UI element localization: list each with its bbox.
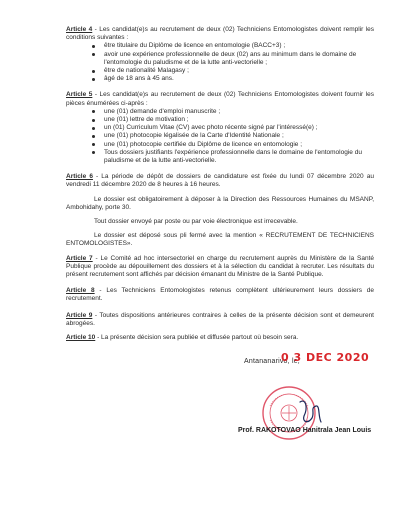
article-9 bbox=[66, 312, 374, 328]
article-7 bbox=[66, 255, 374, 280]
article-5 bbox=[66, 91, 374, 107]
list-item: âgé de 18 ans à 45 ans. bbox=[92, 75, 374, 83]
date-stamp: 0 3 DEC 2020 bbox=[281, 351, 370, 364]
signatory-name: Prof. RAKOTOVAO Hanitrala Jean Louis bbox=[238, 427, 372, 434]
article-4 bbox=[66, 26, 374, 42]
article-5-label: Article 5 bbox=[66, 91, 93, 99]
article-6-paragraph: Tout dossier envoyé par poste ou par voie électronique est irrecevable. bbox=[94, 218, 298, 226]
article-4-label: Article 4 bbox=[66, 26, 93, 33]
list-item: Tous dossiers justifiants l'expérience professionnelle dans le domaine de l'entomologie du paludisme et de la lutte anti-vectorielle. bbox=[92, 149, 374, 165]
list-item: une (01) photocopie certifiée du Diplôme de licence en entomologie ; bbox=[92, 141, 374, 149]
article-6 bbox=[66, 173, 374, 189]
list-item: une (01) demande d'emploi manuscrite ; bbox=[92, 108, 374, 116]
article-10-label: Article 10 bbox=[66, 334, 96, 342]
article-6-paragraph: Le dossier est obligatoirement à déposer à la Direction des Ressources Humaines du MSANP, Ambohidahy, porte 30. bbox=[66, 195, 374, 211]
article-7-intro: - Le Comité ad hoc intersectoriel en charge du recrutement auprès du Ministère de la Santé Publique procède au dépouillement des dossiers et à la sélection du candidat à recruter. Les résultats du présent recrutement sont affichés par décision émanant du Ministre de la Santé Publique. bbox=[66, 254, 375, 279]
place-line: Antananarivo, le, bbox=[244, 358, 300, 365]
list-item: une (01) photocopie légalisée de la Carte d'Identité Nationale ; bbox=[92, 132, 374, 140]
article-10-intro: - La présente décision sera publiée et diffusée partout où besoin sera. bbox=[95, 334, 299, 342]
article-8 bbox=[66, 287, 374, 303]
article-5-documents bbox=[66, 108, 374, 165]
list-item: une (01) lettre de motivation ; bbox=[92, 116, 374, 124]
article-4-conditions bbox=[66, 42, 374, 83]
list-item: avoir une expérience professionnelle de deux (02) ans au minimum dans le domaine de l'entomologie du paludisme et de la lutte anti-vectorielle ; bbox=[92, 51, 374, 67]
article-7-label: Article 7 bbox=[66, 254, 93, 262]
article-8-intro: - Les Techniciens Entomologistes retenus complètent ultérieurement leurs dossiers de recrutement. bbox=[66, 287, 374, 303]
list-item: un (01) Curriculum Vitae (CV) avec photo récente signé par l'intéressé(e) ; bbox=[92, 124, 374, 132]
article-9-label: Article 9 bbox=[66, 311, 93, 319]
article-4-intro: - Les candidat(e)s au recrutement de deux (02) Techniciens Entomologistes doivent remplir les conditions suivantes : bbox=[66, 26, 374, 42]
article-6-paragraph: Le dossier est déposé sous pli fermé avec la mention « RECRUTEMENT DE TECHNICIENS ENTOMOLOGISTES». bbox=[66, 232, 374, 248]
article-10 bbox=[66, 334, 374, 342]
list-item: être de nationalité Malagasy ; bbox=[92, 67, 374, 75]
handwritten-signature-icon bbox=[296, 396, 324, 430]
article-8-label: Article 8 bbox=[66, 287, 95, 295]
article-6-intro: - La période de dépôt de dossiers de candidature est fixée du lundi 07 décembre 2020 au vendredi 11 décembre 2020 de 8 heures à 16 heures. bbox=[66, 173, 374, 189]
article-6-label: Article 6 bbox=[66, 173, 93, 181]
article-5-intro: - Les candidat(e)s au recrutement de deux (02) Techniciens Entomologistes doivent fournir les pièces énumérées ci-après : bbox=[66, 91, 374, 107]
list-item: être titulaire du Diplôme de licence en entomologie (BACC+3) ; bbox=[92, 42, 374, 50]
article-9-intro: - Toutes dispositions antérieures contraires à celles de la présente décision sont et demeurent abrogées. bbox=[66, 311, 374, 327]
